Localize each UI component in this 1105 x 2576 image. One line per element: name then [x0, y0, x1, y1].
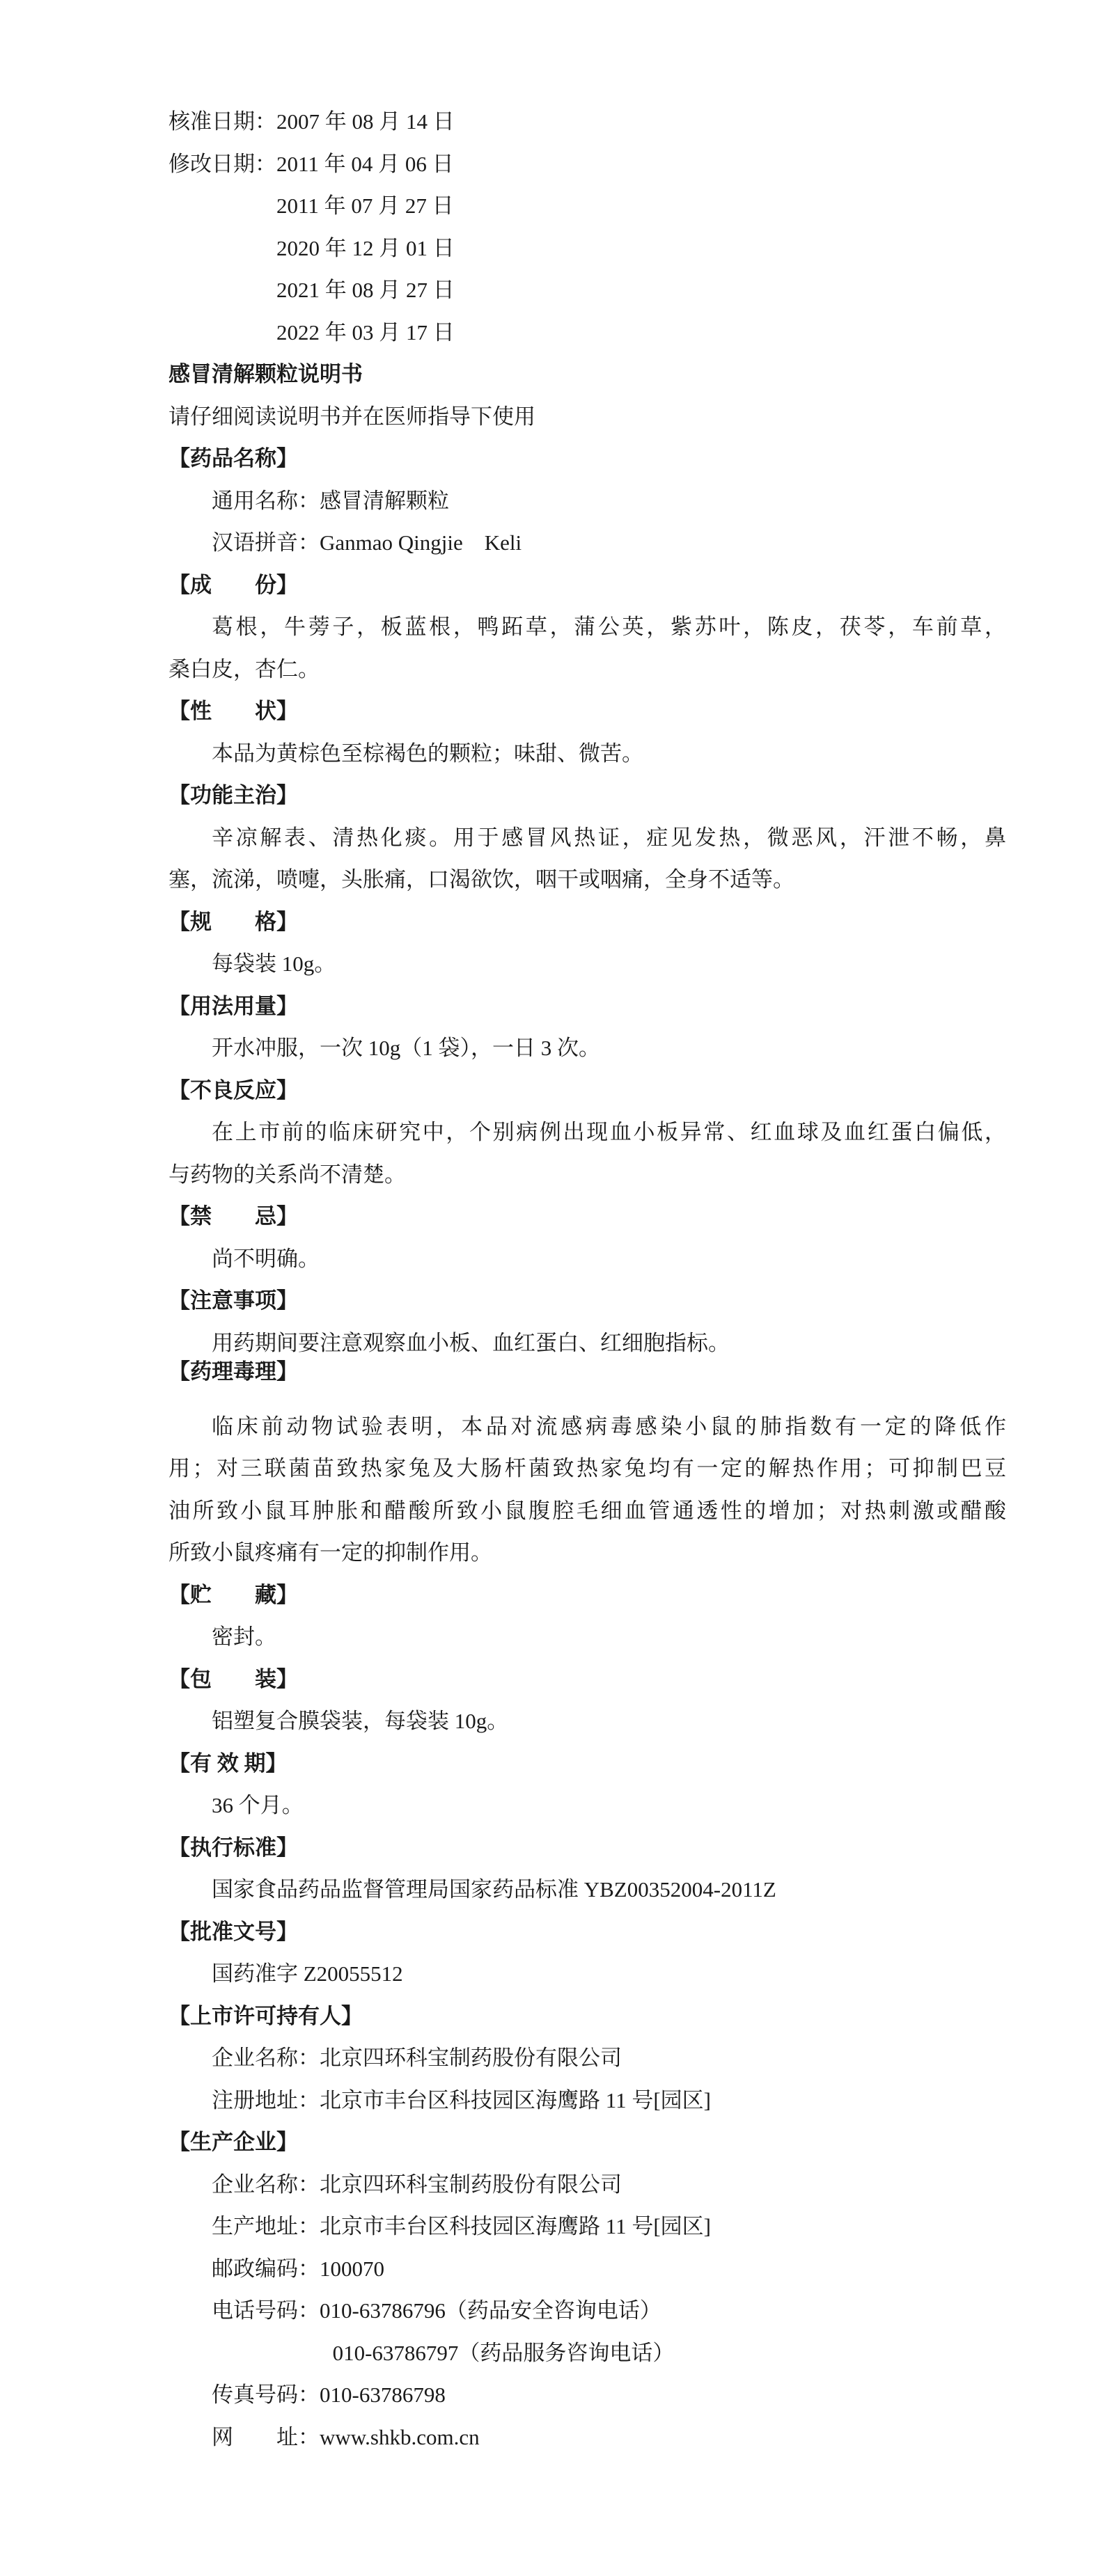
- indications-line-2: 塞，流涕，喷嚏，头胀痛，口渴欲饮，咽干或咽痛，全身不适等。: [169, 867, 794, 892]
- mfr-address-line: 生产地址：北京市丰台区科技园区海鹰路 11 号[园区]: [212, 2214, 711, 2238]
- heading-dosage: 【用法用量】: [169, 993, 298, 1018]
- composition-line-1: 葛根，牛蒡子，板蓝根，鸭跖草，蒲公英，紫苏叶，陈皮，茯苓，车前草，: [212, 615, 1006, 639]
- holder-company-line: 企业名称：北京四环科宝制药股份有限公司: [212, 2046, 622, 2070]
- heading-adverse-reactions: 【不良反应】: [169, 1077, 298, 1103]
- postal-code-line: 邮政编码：100070: [212, 2256, 384, 2281]
- description-line: 本品为黄棕色至棕褐色的颗粒；味甜、微苦。: [212, 741, 643, 766]
- pinyin-name-line: 汉语拼音：Ganmao Qingjie Keli: [212, 530, 522, 555]
- specification-line: 每袋装 10g。: [212, 951, 336, 976]
- heading-manufacturer: 【生产企业】: [169, 2130, 298, 2154]
- approval-number-line: 国药准字 Z20055512: [212, 1961, 403, 1986]
- document-title: 感冒清解颗粒说明书: [169, 362, 363, 386]
- read-carefully-note: 请仔细阅读说明书并在医师指导下使用: [169, 404, 535, 429]
- standard-line: 国家食品药品监督管理局国家药品标准 YBZ00352004-2011Z: [212, 1877, 776, 1902]
- indications-line-1: 辛凉解表、清热化痰。用于感冒风热证，症见发热，微恶风，汗泄不畅，鼻: [212, 825, 1006, 850]
- adverse-reactions-line-1: 在上市前的临床研究中，个别病例出现血小板异常、红血球及血红蛋白偏低，: [212, 1120, 1006, 1144]
- heading-standard: 【执行标准】: [169, 1835, 298, 1860]
- pharmacology-line-3: 油所致小鼠耳肿胀和醋酸所致小鼠腹腔毛细血管通透性的增加；对热刺激或醋酸: [169, 1498, 1006, 1523]
- pharmacology-line-2: 用；对三联菌苗致热家兔及大肠杆菌致热家兔均有一定的解热作用；可抑制巴豆: [169, 1456, 1006, 1480]
- heading-pharmacology: 【药理毒理】: [169, 1359, 298, 1384]
- website-line: 网 址：www.shkb.com.cn: [212, 2424, 480, 2449]
- holder-address-line: 注册地址：北京市丰台区科技园区海鹰路 11 号[园区]: [212, 2087, 711, 2112]
- revision-date-cont-1: 2011 年 07 月 27 日: [276, 193, 454, 218]
- generic-name-line: 通用名称：感冒清解颗粒: [212, 488, 449, 513]
- fax-line: 传真号码：010-63786798: [212, 2383, 446, 2407]
- contraindications-line: 尚不明确。: [212, 1246, 320, 1271]
- packaging-line: 铝塑复合膜袋装，每袋装 10g。: [212, 1709, 509, 1733]
- heading-packaging: 【包 装】: [169, 1666, 298, 1691]
- pharmacology-line-1: 临床前动物试验表明，本品对流感病毒感染小鼠的肺指数有一定的降低作: [212, 1414, 1006, 1439]
- pharmacology-line-4: 所致小鼠疼痛有一定的抑制作用。: [169, 1540, 492, 1565]
- heading-storage: 【贮 藏】: [169, 1582, 298, 1607]
- revision-date-cont-4: 2022 年 03 月 17 日: [276, 319, 455, 345]
- heading-contraindications: 【禁 忌】: [169, 1204, 298, 1228]
- storage-line: 密封。: [212, 1625, 276, 1649]
- revision-date-cont-2: 2020 年 12 月 01 日: [276, 235, 455, 260]
- heading-license-holder: 【上市许可持有人】: [169, 2003, 363, 2028]
- heading-shelf-life: 【有 效 期】: [169, 1751, 288, 1776]
- heading-indications: 【功能主治】: [169, 783, 298, 807]
- phone-line-2: 010-63786797（药品服务咨询电话）: [332, 2340, 675, 2365]
- heading-specification: 【规 格】: [169, 909, 298, 934]
- mfr-company-line: 企业名称：北京四环科宝制药股份有限公司: [212, 2172, 622, 2197]
- revision-date-line: 修改日期：2011 年 04 月 06 日: [169, 151, 454, 176]
- heading-description: 【性 状】: [169, 699, 298, 723]
- heading-approval-number: 【批准文号】: [169, 1919, 298, 1944]
- revision-date-cont-3: 2021 年 08 月 27 日: [276, 278, 455, 302]
- composition-line-2: 桑白皮，杏仁。: [169, 656, 320, 681]
- heading-composition: 【成 份】: [169, 572, 298, 597]
- precautions-line: 用药期间要注意观察血小板、血红蛋白、红细胞指标。: [212, 1330, 730, 1355]
- dosage-line: 开水冲服，一次 10g（1 袋），一日 3 次。: [212, 1036, 600, 1060]
- shelf-life-line: 36 个月。: [212, 1793, 304, 1817]
- adverse-reactions-line-2: 与药物的关系尚不清楚。: [169, 1162, 406, 1187]
- approval-date-line: 核准日期：2007 年 08 月 14 日: [169, 109, 455, 134]
- heading-precautions: 【注意事项】: [169, 1288, 298, 1313]
- heading-drug-name: 【药品名称】: [169, 446, 298, 471]
- phone-line-1: 电话号码：010-63786796（药品安全咨询电话）: [212, 2298, 661, 2323]
